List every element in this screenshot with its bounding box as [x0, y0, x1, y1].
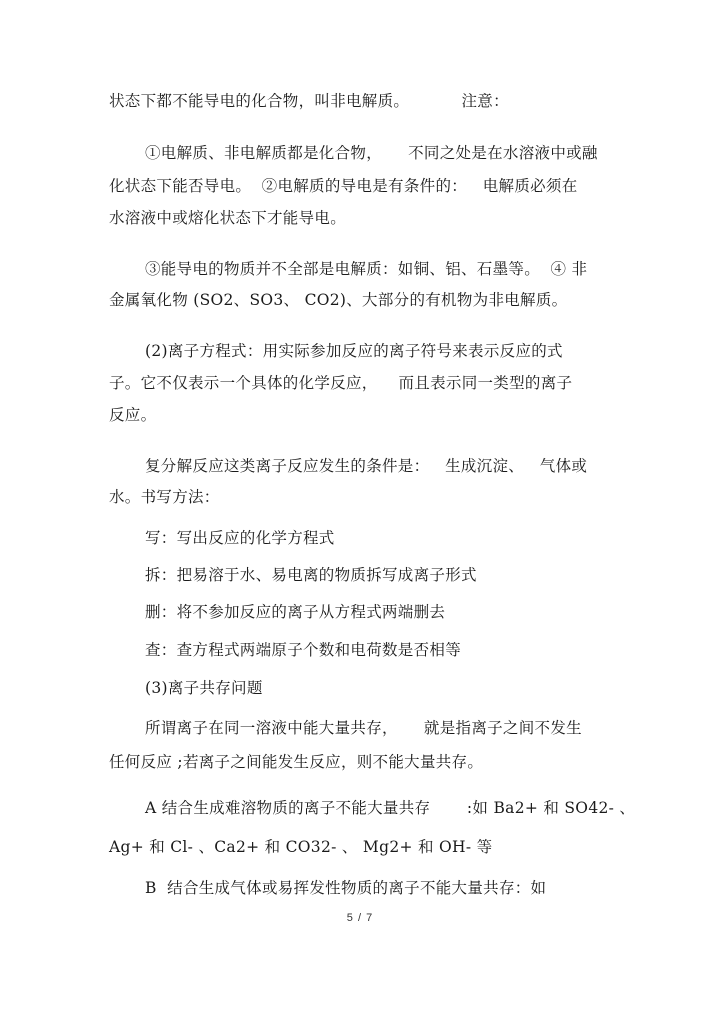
text-line-2: ①电解质、非电解质都是化合物， 不同之处是在水溶液中或融	[145, 144, 598, 162]
text-line-21: B 结合生成气体或易挥发性物质的离子不能大量共存：如	[145, 879, 547, 897]
text-line-18: 任何反应 ;若离子之间能发生反应，则不能大量共存。	[109, 753, 484, 771]
text-line-4: 水溶液中或熔化状态下才能导电。	[109, 209, 347, 227]
text-line-12: 写：写出反应的化学方程式	[145, 529, 335, 547]
text-line-7: (2)离子方程式：用实际参加反应的离子符号来表示反应的式	[145, 342, 563, 360]
text-line-6: 金属氧化物 (SO2、SO3、 CO2)、大部分的有机物为非电解质。	[109, 291, 568, 309]
text-line-11: 水。书写方法：	[109, 488, 220, 506]
text-line-8: 子。它不仅表示一个具体的化学反应， 而且表示同一类型的离子	[109, 374, 573, 392]
text-line-1: 状态下都不能导电的化合物，叫非电解质。 注意：	[109, 92, 509, 110]
page-number: 5 / 7	[346, 912, 374, 924]
text-line-5: ③能导电的物质并不全部是电解质：如铜、铝、石墨等。 ④ 非	[145, 260, 588, 278]
text-line-17: 所谓离子在同一溶液中能大量共存， 就是指离子之间不发生	[145, 719, 582, 737]
text-line-14: 删：将不参加反应的离子从方程式两端删去	[145, 603, 446, 621]
text-line-13: 拆：把易溶于水、易电离的物质拆写成离子形式	[145, 566, 477, 584]
text-line-15: 查：查方程式两端原子个数和电荷数是否相等	[145, 641, 462, 659]
text-line-16: (3)离子共存问题	[145, 679, 263, 697]
text-line-20: Ag+ 和 Cl- 、Ca2+ 和 CO32- 、 Mg2+ 和 OH- 等	[109, 838, 493, 856]
text-line-10: 复分解反应这类离子反应发生的条件是： 生成沉淀、 气体或	[145, 457, 588, 475]
text-line-9: 反应。	[109, 406, 157, 424]
text-line-19: A 结合生成难溶物质的离子不能大量共存 :如 Ba2+ 和 SO42- 、	[145, 799, 636, 817]
text-line-3: 化状态下能否导电。 ②电解质的导电是有条件的： 电解质必须在	[109, 177, 578, 195]
